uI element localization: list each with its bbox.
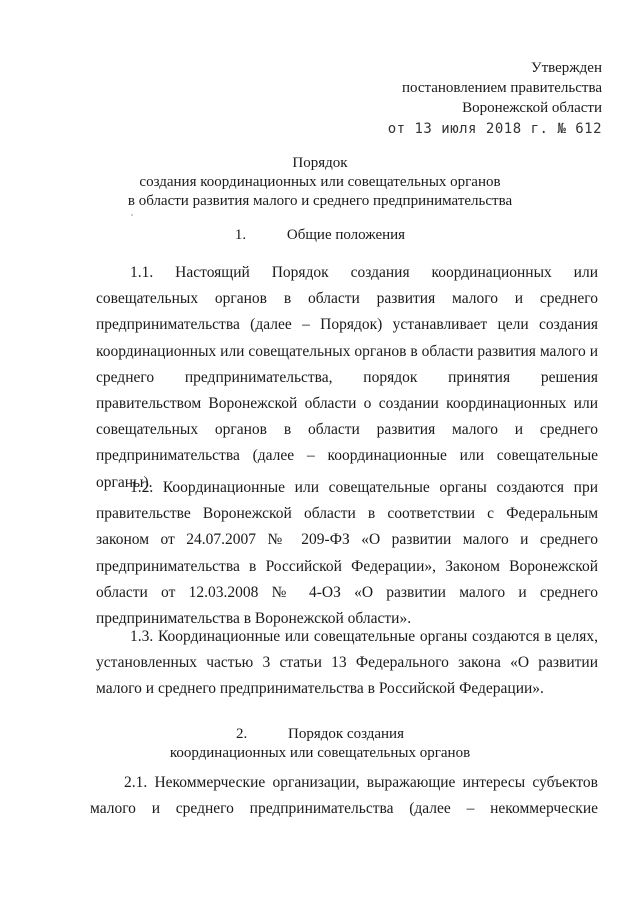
approval-line-2: постановлением правительства [401, 80, 602, 96]
paragraph-2-1 [90, 770, 598, 822]
section-1-number: 1. [234, 227, 247, 243]
section-2-title-line-2: координационных или совещательных органов [169, 745, 471, 761]
paragraph-1-2-text: 1.2. Координационные или совещательные органы создаются при правительстве Воронежской области в соответствии с Федеральным законом от 24.07.2007 № 209-ФЗ «О развитии малого и среднего предпринимательства в Российской Федерации», Законом Воронежской области от 12.03.2008 № 4-ОЗ «О развитии малого и среднего предпринимательства в Воронежской области». [96, 479, 598, 628]
document-title [0, 154, 640, 211]
paragraph-2-1-text: 2.1. Некоммерческие организации, выражающие интересы субъектов малого и среднего предпринимательства (далее – некоммерческие [90, 774, 598, 818]
title-line-2: создания координационных или совещательных органов [139, 174, 501, 190]
paragraph-1-1-text: 1.1. Настоящий Порядок создания координационных или совещательных органов в области развития малого и среднего предпринимательства (далее – Порядок) устанавливает цели создания координационных или совещательных органов в области развития малого и среднего предпринимательства, порядок принятия решения правительством Воронежской области о создании координационных или совещательных органов в области развития малого и среднего предпринимательства (далее – координационные или совещательные органы). [96, 264, 598, 491]
section-2-number: 2. [236, 726, 248, 742]
paragraph-1-3 [96, 624, 598, 703]
approval-date-number: от 13 июля 2018 г. № 612 [387, 121, 602, 137]
paragraph-1-2 [96, 475, 598, 632]
section-2-heading [0, 725, 640, 763]
section-1-heading [0, 226, 640, 245]
paragraph-1-3-text: 1.3. Координационные или совещательные органы создаются в целях, установленных частью 3 статьи 13 Федерального закона «О развитии малого и среднего предпринимательства в Российской Федерации». [96, 628, 598, 698]
approval-block [388, 58, 602, 139]
approval-line-3: Воронежской области [462, 100, 602, 116]
title-line-3: в области развития малого и среднего предпринимательства [127, 193, 513, 209]
approval-line-1: Утвержден [530, 60, 602, 76]
section-1-title: Общие положения [286, 227, 406, 243]
section-2-title-line-1: Порядок создания [288, 726, 404, 742]
paragraph-1-1 [96, 260, 598, 496]
title-line-1: Порядок [292, 155, 348, 171]
scan-speck [131, 214, 133, 216]
